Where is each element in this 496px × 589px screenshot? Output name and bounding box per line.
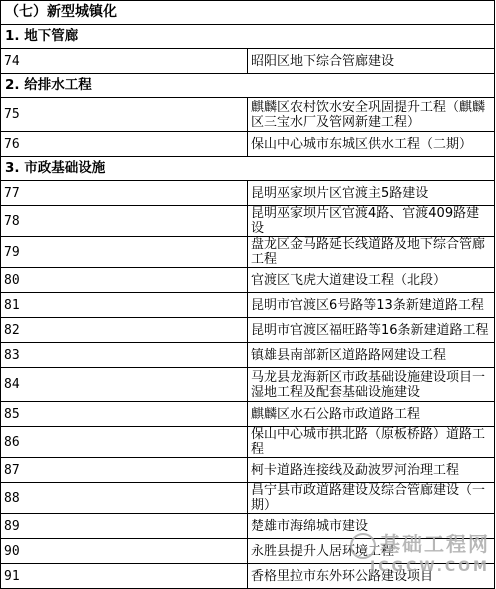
row-number: 77 [1,181,248,206]
row-number: 91 [1,564,248,589]
table-row [1,458,495,483]
row-number: 81 [1,293,248,318]
row-number: 90 [1,539,248,564]
table-row [1,98,495,132]
project-name-text: 麒麟区农村饮水安全巩固提升工程（麒麟区三宝水厂及管网新建工程） [251,99,486,130]
table-row [1,564,495,589]
table-row [1,343,495,368]
row-number: 88 [1,483,248,514]
project-name [248,98,495,132]
table-row [1,237,495,268]
table-row [1,514,495,539]
project-name: 盘龙区金马路延长线道路及地下综合管廊工程 [248,237,495,268]
row-number: 78 [1,206,248,237]
row-number: 84 [1,368,248,402]
row-number: 82 [1,318,248,343]
section-heading-row [1,157,495,181]
title-row [1,1,495,25]
table-row [1,483,495,514]
table-row [1,318,495,343]
row-number: 83 [1,343,248,368]
section-heading: 2. 给排水工程 [1,74,495,98]
project-name [248,368,495,402]
section-heading: 3. 市政基础设施 [1,157,495,181]
project-name: 昆明巫家坝片区官渡主5路建设 [248,181,495,206]
row-number: 74 [1,49,248,74]
row-number: 80 [1,268,248,293]
table-row [1,132,495,157]
section-heading-row [1,74,495,98]
project-name: 昭阳区地下综合管廊建设 [248,49,495,74]
table-row [1,181,495,206]
table-title: （七）新型城镇化 [1,1,495,25]
project-name: 昆明市官渡区6号路等13条新建道路工程 [248,293,495,318]
row-number: 85 [1,402,248,427]
table-row [1,268,495,293]
project-name-text: 马龙县龙海新区市政基础设施建设项目一湿地工程及配套基础设施建设 [251,369,486,400]
project-name: 保山中心城市东城区供水工程（二期） [248,132,495,157]
row-number: 75 [1,98,248,132]
row-number: 79 [1,237,248,268]
section-heading: 1. 地下管廊 [1,25,495,49]
project-name: 柯卡道路连接线及勐波罗河治理工程 [248,458,495,483]
row-number: 86 [1,427,248,458]
project-name: 麒麟区水石公路市政道路工程 [248,402,495,427]
watermark-sub-text: JCGCW.COM [370,559,490,575]
project-name: 镇雄县南部新区道路路网建设工程 [248,343,495,368]
table-row [1,206,495,237]
project-name: 昆明巫家坝片区官渡4路、官渡409路建设 [248,206,495,237]
table-row [1,539,495,564]
watermark-main-text: 基础工程网 [380,531,490,556]
project-name: 保山中心城市拱北路（原板桥路）道路工程 [248,427,495,458]
project-name: 楚雄市海绵城市建设 [248,514,495,539]
table-row [1,368,495,402]
project-name: 官渡区飞虎大道建设工程（北段） [248,268,495,293]
table-row [1,402,495,427]
section-heading-row [1,25,495,49]
project-name: 昌宁县市政道路建设及综合管廊建设（一期） [248,483,495,514]
table-row [1,293,495,318]
row-number: 76 [1,132,248,157]
table-row [1,427,495,458]
project-name: 永胜县提升人居环境工程 [248,539,495,564]
table-row [1,49,495,74]
row-number: 87 [1,458,248,483]
project-name: 香格里拉市东外环公路建设项目 [248,564,495,589]
project-name: 昆明市官渡区福旺路等16条新建道路工程 [248,318,495,343]
row-number: 89 [1,514,248,539]
